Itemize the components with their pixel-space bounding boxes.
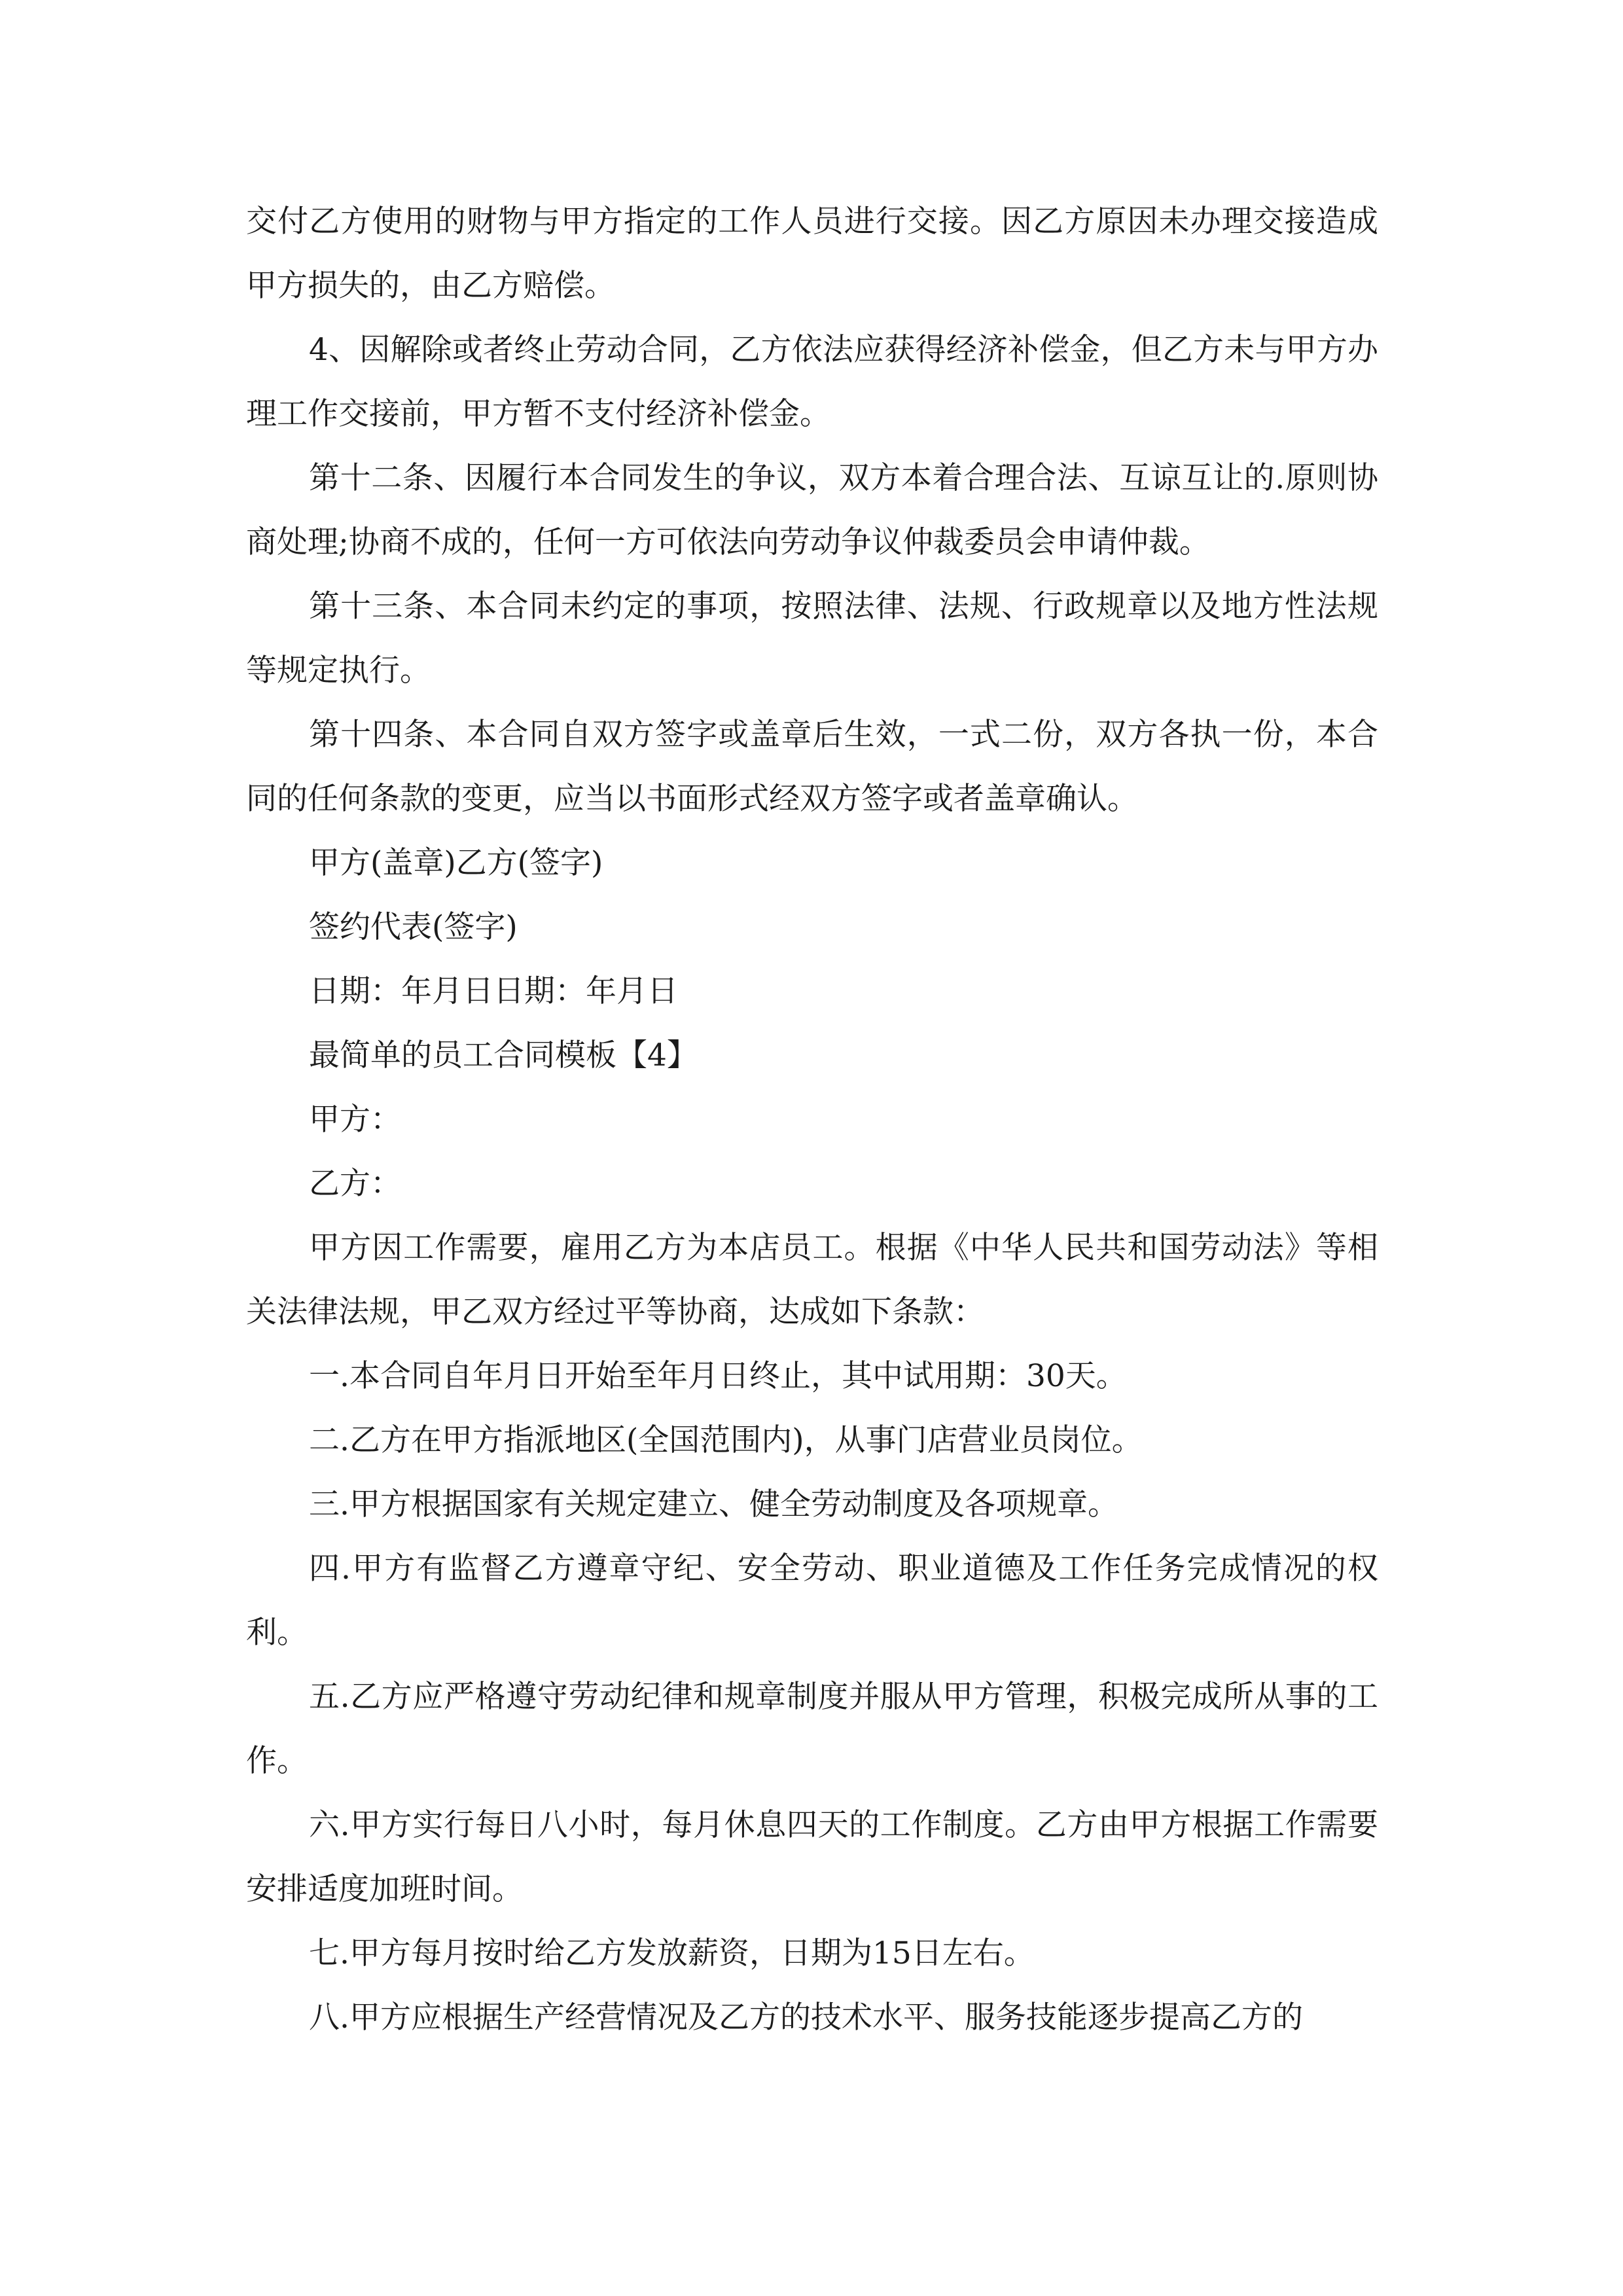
clause: 二.乙方在甲方指派地区(全国范围内)，从事门店营业员岗位。 bbox=[309, 1422, 1143, 1458]
clause: 六.甲方实行每日八小时，每月休息四天的工作制度。乙方由甲方根据工作需要安排适度加班时间。 bbox=[246, 1807, 1378, 1907]
paragraph: 交付乙方使用的财物与甲方指定的工作人员进行交接。因乙方原因未办理交接造成甲方损失的，由乙方赔偿。 bbox=[246, 204, 1378, 304]
signature-line: 签约代表(签字) bbox=[309, 909, 518, 945]
party-b-line: 乙方： bbox=[309, 1166, 401, 1202]
clause: 七.甲方每月按时给乙方发放薪资，日期为15日左右。 bbox=[309, 1935, 1035, 1971]
clause: 八.甲方应根据生产经营情况及乙方的技术水平、服务技能逐步提高乙方的 bbox=[309, 2000, 1303, 2036]
party-a-line: 甲方： bbox=[309, 1102, 401, 1138]
document-body bbox=[246, 190, 1378, 2050]
paragraph: 甲方因工作需要，雇用乙方为本店员工。根据《中华人民共和国劳动法》等相关法律法规，甲乙双方经过平等协商，达成如下条款： bbox=[246, 1230, 1378, 1330]
clause: 三.甲方根据国家有关规定建立、健全劳动制度及各项规章。 bbox=[309, 1486, 1118, 1522]
clause: 四.甲方有监督乙方遵章守纪、安全劳动、职业道德及工作任务完成情况的权利。 bbox=[246, 1551, 1378, 1651]
paragraph: 第十二条、因履行本合同发生的争议，双方本着合理合法、互谅互让的.原则协商处理;协商不成的，任何一方可依法向劳动争议仲裁委员会申请仲裁。 bbox=[246, 460, 1378, 560]
clause: 五.乙方应严格遵守劳动纪律和规章制度并服从甲方管理，积极完成所从事的工作。 bbox=[246, 1679, 1378, 1779]
clause: 一.本合同自年月日开始至年月日终止，其中试用期：30天。 bbox=[309, 1358, 1127, 1394]
date-line: 日期：年月日日期：年月日 bbox=[309, 973, 678, 1009]
signature-line: 甲方(盖章)乙方(签字) bbox=[309, 845, 603, 881]
paragraph: 第十四条、本合同自双方签字或盖章后生效，一式二份，双方各执一份，本合同的任何条款的变更，应当以书面形式经双方签字或者盖章确认。 bbox=[246, 717, 1378, 817]
paragraph: 第十三条、本合同未约定的事项，按照法律、法规、行政规章以及地方性法规等规定执行。 bbox=[246, 588, 1378, 689]
section-title: 最简单的员工合同模板【4】 bbox=[309, 1037, 698, 1073]
paragraph: 4、因解除或者终止劳动合同，乙方依法应获得经济补偿金，但乙方未与甲方办理工作交接前，甲方暂不支付经济补偿金。 bbox=[246, 332, 1378, 432]
